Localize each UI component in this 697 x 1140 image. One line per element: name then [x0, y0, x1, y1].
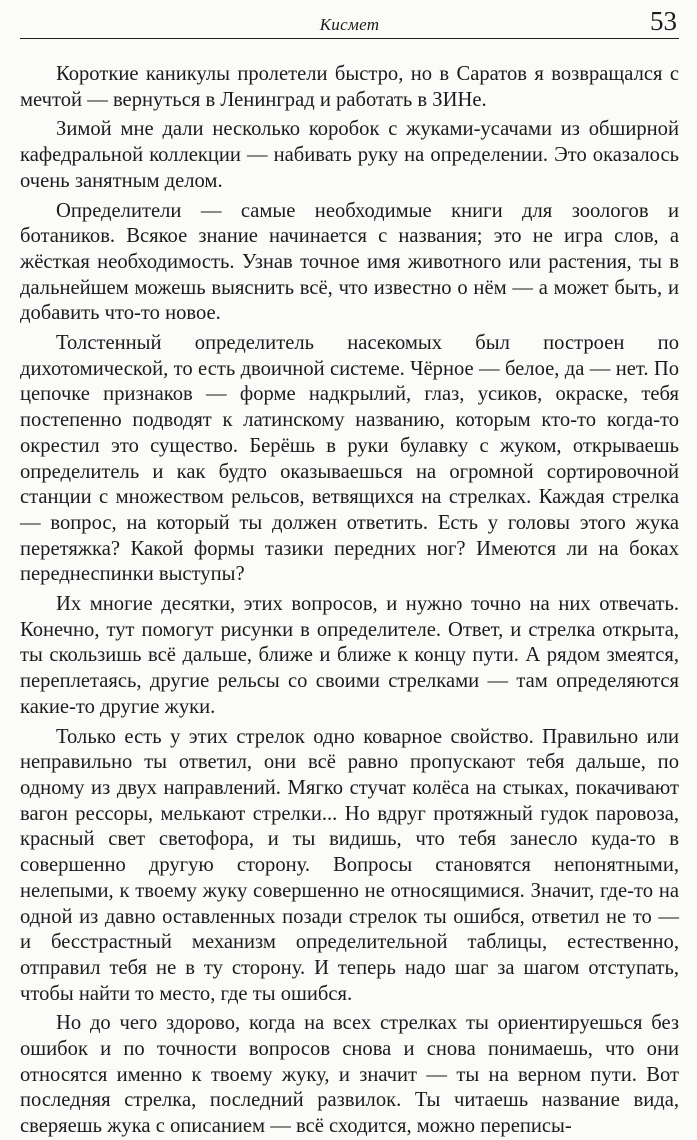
paragraph-2: Зимой мне дали несколько коробок с жуками-усачами из обширной кафедральной коллекции — набивать руку на определении. Это оказалось очень занятным делом.: [20, 118, 679, 192]
paragraph-7: Но до чего здорово, когда на всех стрелках ты ориентируешься без ошибок и по точности вопросов снова и снова понимаешь, что они относятся именно к твоему жуку, и значит — ты на верном пути. Вот последняя стрелка, последний развилок. Ты читаешь название вида, сверяешь жука с описанием — всё сходится, можно переписы-: [20, 1012, 679, 1138]
paragraph-4: Толстенный определитель насекомых был построен по дихотомической, то есть двоичной системе. Чёрное — белое, да — нет. По цепочке признаков — форме надкрылий, глаз, усиков, окраске, тебя постепенно подводят к латинскому названию, которым кто-то когда-то окрестил это существо. Берёшь в руки булавку с жуком, открываешь определитель и как будто оказываешься на огромной сортировочной станции с множеством рельсов, ветвящихся на стрелках. Каждая стрелка — вопрос, на который ты должен ответить. Есть у головы этого жука перетяжка? Какой формы тазики передних ног? Имеются ли на боках переднеспинки выступы?: [20, 332, 679, 586]
paragraph-3: Определители — самые необходимые книги для зоологов и ботаников. Всякое знание начинается с названия; это не игра слов, а жёсткая необходимость. Узнав точное имя животного или растения, ты в дальнейшем можешь выяснить всё, что известно о нём — а может быть, и добавить что-то новое.: [20, 199, 679, 325]
paragraph-5: Их многие десятки, этих вопросов, и нужно точно на них отвечать. Конечно, тут помогут рисунки в определителе. Ответ, и стрелка открыта, ты скользишь всё дальше, ближе и ближе к концу пути. А рядом змеятся, переплетаясь, другие рельсы со своими стрелками — там определяются какие-то другие жуки.: [20, 593, 679, 718]
body-text: [20, 62, 679, 1140]
paragraph-1: Короткие каникулы пролетели быстро, но в Саратов я возвращался с мечтой — вернуться в Ленинград и работать в ЗИНе.: [20, 63, 679, 111]
running-title: Кисмет: [319, 15, 380, 34]
page-number: 53: [650, 6, 677, 36]
paragraph-6: Только есть у этих стрелок одно коварное свойство. Правильно или неправильно ты ответил, они всё равно пропускают тебя дальше, по одному из двух направлений. Мягко стучат колёса на стыках, покачивают вагон рессоры, мелькают стрелки... Но вдруг протяжный гудок паровоза, красный свет светофора, и ты видишь, что тебя занесло куда-то в совершенно другую сторону. Вопросы становятся непонятными, нелепыми, к твоему жуку совершенно не относящимися. Значит, где-то на одной из давно оставленных позади стрелок ты ошибся, ответил не то — и бесстрастный механизм определительной таблицы, естественно, отправил тебя не в ту сторону. И теперь надо шаг за шагом отступать, чтобы найти то место, где ты ошибся.: [20, 725, 679, 1005]
running-header: [20, 0, 679, 39]
